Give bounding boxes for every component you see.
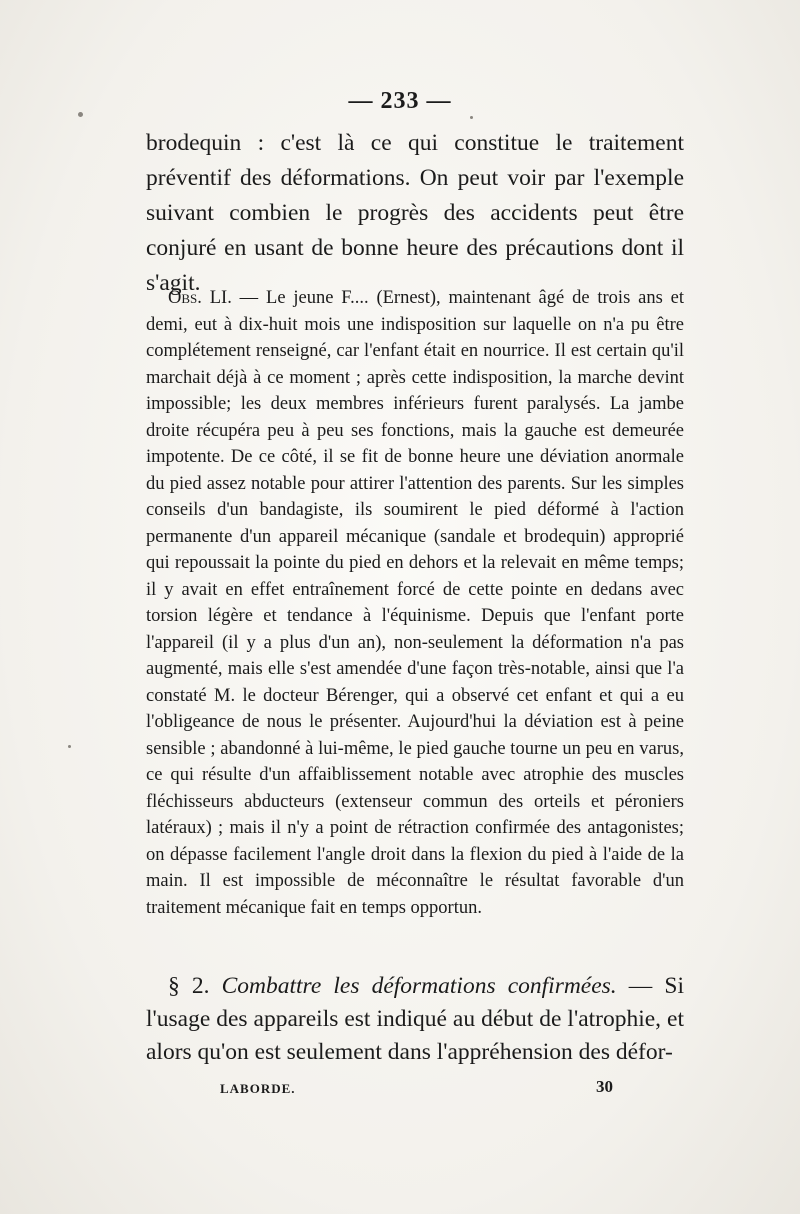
footer-author: LABORDE. <box>220 1081 296 1096</box>
observation-paragraph <box>146 285 684 921</box>
observation-label: Obs. LI. <box>168 288 232 308</box>
paper-speck <box>78 112 83 117</box>
intro-paragraph: brodequin : c'est là ce qui constitue le traitement préventif des déformations. On peut voir par l'exemple suivant combien le progrès des accidents peut être conjuré en usant de bonne heure des précautions dont il s'agit. <box>146 130 684 296</box>
paper-speck <box>470 116 473 119</box>
observation-text: — Le jeune F.... (Ernest), maintenant âgé de trois ans et demi, eut à dix-huit mois une indisposition sur laquelle on n'a pu être complétement renseigné, car l'enfant était en nourrice. Il est certain qu'il marchait déjà à ce moment ; après cette indisposition, la marche devint impossible; les deux membres inférieurs furent paralysés. La jambe droite récupéra peu à peu ses fonctions, mais la gauche est demeurée impotente. De ce côté, il se fit de bonne heure une déviation anormale du pied assez notable pour attirer l'attention des parents. Sur les simples conseils d'un bandagiste, ils soumirent le pied déformé à l'action permanente d'un appareil mécanique (sandale et brodequin) approprié qui repoussait la pointe du pied en dehors et la relevait en même temps; il y avait en effet entraînement forcé de cette pointe en dedans avec torsion légère et tendance à l'équinisme. Depuis que l'enfant porte l'appareil (il y a plus d'un an), non-seulement la déformation n'a pas augmenté, mais elle s'est amendée d'une façon très-notable, ainsi que l'a constaté M. le docteur Bérenger, qui a observé cet enfant et qui a eu l'obligeance de nous le présenter. Aujourd'hui la déviation est à peine sensible ; abandonné à lui-même, le pied gauche tourne un peu en varus, ce qui résulte d'un affaiblissement notable avec atrophie des muscles fléchisseurs abducteurs (extenseur commun des orteils et péroniers latéraux) ; mais il n'y a point de rétraction confirmée des antagonistes; on dépasse facilement l'angle droit dans la flexion du pied à l'aide de la main. Il est impossible de méconnaître le résultat favorable d'un traitement mécanique fait en temps opportun. <box>146 288 684 918</box>
footer-signature: 30 <box>596 1077 613 1096</box>
section-text: — Si l'usage des appareils est indiqué au début de l'atrophie, et alors qu'on est seulement dans l'appréhension des défor- <box>146 973 684 1065</box>
section-title: Combattre les déformations confirmées. <box>221 973 617 999</box>
section-number: § 2. <box>168 973 210 999</box>
page-number: — 233 — <box>348 88 452 114</box>
section-paragraph <box>146 970 684 1069</box>
paper-speck <box>68 745 71 748</box>
